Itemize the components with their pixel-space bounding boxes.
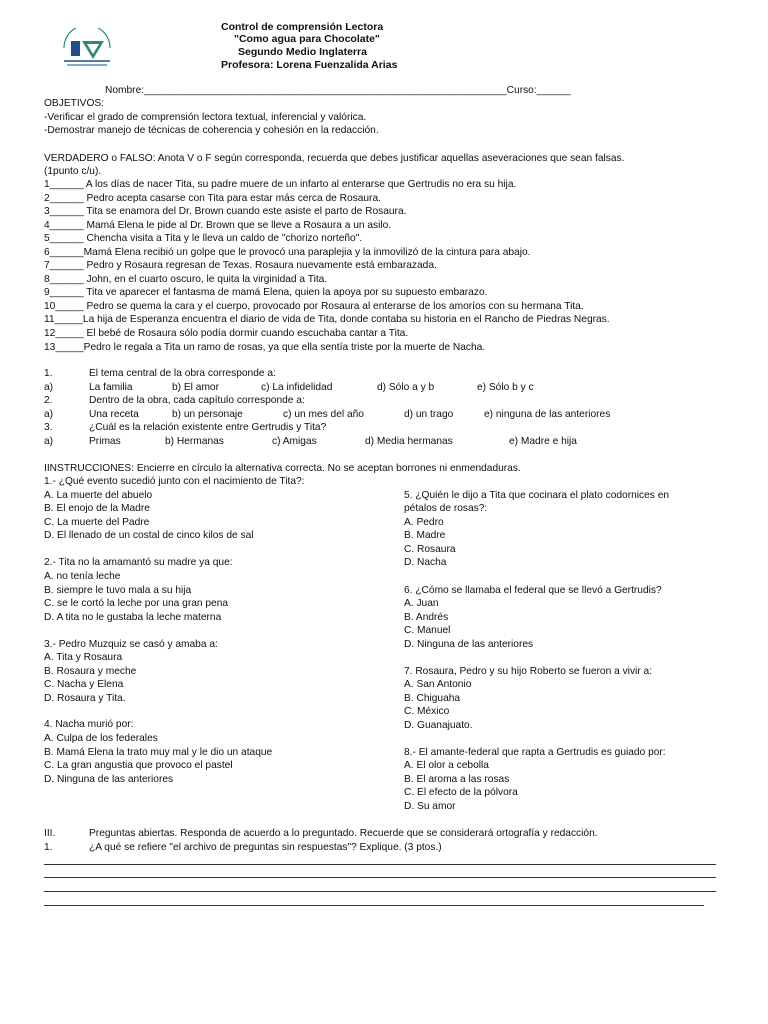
section2-instruction: IINSTRUCCIONES: Encierre en círculo la alternativa correcta. No se aceptan borrones ni enmendaduras.	[44, 463, 521, 474]
mc2-question-cont: pétalos de rosas?:	[404, 503, 488, 514]
mc2-option: D. El llenado de un costal de cinco kilos de sal	[44, 530, 254, 541]
mc-question: ¿Cuál es la relación existente entre Gertrudis y Tita?	[89, 422, 327, 433]
answer-line[interactable]	[44, 905, 704, 906]
mc2-option: C. La gran angustia que provoco el pastel	[44, 760, 233, 771]
mc2-option: A. Juan	[404, 598, 439, 609]
mc2-option: B. Chiguaha	[404, 693, 461, 704]
mc-option: c) La infidelidad	[261, 382, 333, 393]
tf-points: (1punto c/u).	[44, 166, 102, 177]
tf-item: 13_____Pedro le regala a Tita un ramo de rosas, ya que ella sentía triste por la muerte de Nacha.	[44, 342, 486, 353]
mc-letter: a)	[44, 436, 54, 447]
mc2-question: 6. ¿Cómo se llamaba el federal que se llevó a Gertrudis?	[404, 585, 662, 596]
tf-item: 5______ Chencha visita a Tita y le lleva un caldo de "chorizo norteño".	[44, 233, 363, 244]
tf-item: 10_____ Pedro se quema la cara y el cuerpo, provocado por Rosaura al enterarse de los amoríos con su hermana Tita.	[44, 301, 584, 312]
mc2-option: D. Nacha	[404, 557, 447, 568]
mc2-question: 2.- Tita no la amamantó su madre ya que:	[44, 557, 233, 568]
answer-line[interactable]	[44, 891, 716, 892]
mc-option: c) Amigas	[272, 436, 317, 447]
mc2-question: 8.- El amante-federal que rapta a Gertrudis es guiado por:	[404, 747, 666, 758]
mc2-option: A. Culpa de los federales	[44, 733, 158, 744]
mc-number: 2.	[44, 395, 53, 406]
mc2-option: B. Andrés	[404, 612, 449, 623]
mc-option: b) El amor	[172, 382, 219, 393]
open-question-text: ¿A qué se refiere "el archivo de preguntas sin respuestas"? Explique. (3 ptos.)	[89, 842, 442, 853]
mc-number: 1.	[44, 368, 53, 379]
objective-item: -Verificar el grado de comprensión lectora textual, inferencial y valórica.	[44, 112, 367, 123]
tf-item: 2______ Pedro acepta casarse con Tita para estar más cerca de Rosaura.	[44, 193, 381, 204]
section3-instruction: Preguntas abiertas. Responda de acuerdo a lo preguntado. Recuerde que se considerará ortografía y redacción.	[89, 828, 598, 839]
objectives-title: OBJETIVOS:	[44, 98, 105, 109]
mc-option: e) ninguna de las anteriores	[484, 409, 611, 420]
tf-item: 11_____La hija de Esperanza encuentra el diario de vida de Tita, donde contaba su historia en el Rancho de Piedras Negras.	[44, 314, 610, 325]
mc2-option: D. A tita no le gustaba la leche materna	[44, 612, 222, 623]
mc2-option: C. La muerte del Padre	[44, 517, 150, 528]
mc-option: La familia	[89, 382, 133, 393]
mc-letter: a)	[44, 409, 54, 420]
tf-item: 1______ A los días de nacer Tita, su padre muere de un infarto al enterarse que Gertrudis no era su hija.	[44, 179, 517, 190]
tf-item: 9______ Tita ve aparecer el fantasma de mamá Elena, quien la apoya por su supuesto embarazo.	[44, 287, 488, 298]
tf-instruction: VERDADERO o FALSO: Anota V o F según corresponda, recuerda que debes justificar aquellas aseveraciones que sean falsas.	[44, 153, 625, 164]
mc-question: El tema central de la obra corresponde a:	[89, 368, 276, 379]
mc2-option: D. Ninguna de las anteriores	[404, 639, 534, 650]
mc2-option: D. Guanajuato.	[404, 720, 473, 731]
mc2-option: B. siempre le tuvo mala a su hija	[44, 585, 192, 596]
mc2-option: B. Madre	[404, 530, 446, 541]
mc2-option: A. Pedro	[404, 517, 444, 528]
header-book-title: "Como agua para Chocolate"	[234, 33, 380, 45]
mc-letter: a)	[44, 382, 54, 393]
mc-option: e) Madre e hija	[509, 436, 577, 447]
mc2-question: 5. ¿Quién le dijo a Tita que cocinara el plato codornices en	[404, 490, 670, 501]
logo-emblem-icon	[58, 28, 116, 72]
mc-option: d) Media hermanas	[365, 436, 453, 447]
mc-question: Dentro de la obra, cada capítulo corresponde a:	[89, 395, 305, 406]
mc-option: b) un personaje	[172, 409, 243, 420]
mc-option: b) Hermanas	[165, 436, 224, 447]
mc2-option: D. Ninguna de las anteriores	[44, 774, 174, 785]
tf-item: 7______ Pedro y Rosaura regresan de Texas. Rosaura nuevamente está embarazada.	[44, 260, 437, 271]
answer-line[interactable]	[44, 864, 716, 865]
header-course: Segundo Medio Inglaterra	[238, 46, 367, 58]
mc2-question: 7. Rosaura, Pedro y su hijo Roberto se fueron a vivir a:	[404, 666, 653, 677]
mc-option: Una receta	[89, 409, 139, 420]
name-course-line: Nombre:________________________________________________________________Curso:______	[105, 85, 571, 96]
tf-item: 12_____ El bebé de Rosaura sólo podía dormir cuando escuchaba cantar a Tita.	[44, 328, 409, 339]
section3-roman: III.	[44, 828, 56, 839]
institute-logo	[58, 28, 116, 72]
mc2-option: D. Su amor	[404, 801, 456, 812]
tf-item: 3______ Tita se enamora del Dr. Brown cuando este asiste el parto de Rosaura.	[44, 206, 407, 217]
mc2-option: C. Manuel	[404, 625, 451, 636]
answer-line[interactable]	[44, 877, 716, 878]
mc2-question: 4. Nacha murió por:	[44, 719, 134, 730]
mc-option: d) un trago	[404, 409, 454, 420]
tf-item: 6______Mamá Elena recibió un golpe que le provocó una paraplejia y la inmovilizó de la cintura para abajo.	[44, 247, 531, 258]
mc2-question: 1.- ¿Qué evento sucedió junto con el nacimiento de Tita?:	[44, 476, 305, 487]
mc-option: e) Sólo b y c	[477, 382, 534, 393]
mc-option: Primas	[89, 436, 121, 447]
mc2-option: C. El efecto de la pólvora	[404, 787, 518, 798]
mc-option: d) Sólo a y b	[377, 382, 435, 393]
mc2-option: B. El enojo de la Madre	[44, 503, 150, 514]
mc2-option: C. Rosaura	[404, 544, 456, 555]
mc2-option: D. Rosaura y Tita.	[44, 693, 126, 704]
mc2-option: A. El olor a cebolla	[404, 760, 489, 771]
header-teacher: Profesora: Lorena Fuenzalida Arias	[221, 59, 398, 71]
mc2-option: A. no tenía leche	[44, 571, 121, 582]
mc-number: 3.	[44, 422, 53, 433]
mc2-option: A. La muerte del abuelo	[44, 490, 153, 501]
mc2-option: A. Tita y Rosaura	[44, 652, 123, 663]
header-title: Control de comprensión Lectora	[221, 21, 384, 33]
mc2-option: A. San Antonio	[404, 679, 472, 690]
objective-item: -Demostrar manejo de técnicas de coherencia y cohesión en la redacción.	[44, 125, 379, 136]
mc2-option: C. Nacha y Elena	[44, 679, 124, 690]
tf-item: 8______ John, en el cuarto oscuro, le quita la virginidad a Tita.	[44, 274, 328, 285]
mc2-option: B. Mamá Elena la trato muy mal y le dio un ataque	[44, 747, 273, 758]
mc2-option: C. se le cortó la leche por una gran pena	[44, 598, 229, 609]
mc2-option: B. El aroma a las rosas	[404, 774, 510, 785]
mc2-option: B. Rosaura y meche	[44, 666, 137, 677]
mc2-question: 3.- Pedro Muzquiz se casó y amaba a:	[44, 639, 218, 650]
mc2-option: C. México	[404, 706, 450, 717]
tf-item: 4______ Mamá Elena le pide al Dr. Brown que se lleve a Rosaura a un asilo.	[44, 220, 392, 231]
mc-option: c) un mes del año	[283, 409, 364, 420]
open-question-number: 1.	[44, 842, 53, 853]
